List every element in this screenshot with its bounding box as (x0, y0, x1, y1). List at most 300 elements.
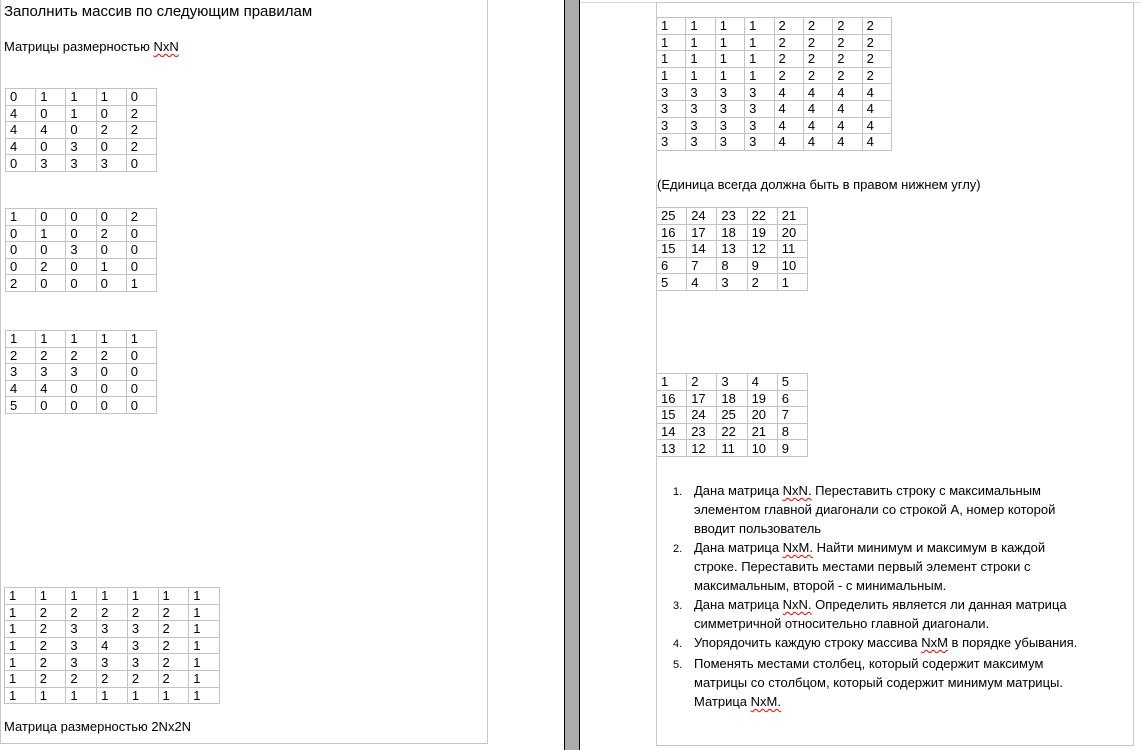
matrix-cell: 1 (5, 637, 36, 654)
matrix-row (6, 122, 157, 139)
matrix-row (6, 347, 157, 364)
matrix-row (5, 687, 220, 704)
matrix-row (5, 637, 220, 654)
matrix-cell: 4 (774, 134, 803, 151)
matrix-row (6, 209, 157, 226)
matrix-cell: 1 (686, 67, 715, 84)
matrix-cell: 4 (747, 374, 777, 391)
matrix-cell: 3 (97, 654, 128, 671)
matrix-cell: 6 (777, 390, 807, 407)
matrix-cell: 2 (6, 275, 36, 292)
task-line: элементом главной диагонали со строкой А, номер которой (694, 502, 1056, 517)
matrix-cell: 2 (126, 138, 156, 155)
matrix-row (657, 241, 808, 258)
task-line: вводит пользователь (694, 521, 822, 536)
matrix-cell: 0 (126, 225, 156, 242)
matrix-cell: 2 (35, 621, 66, 638)
matrix-cell: 1 (189, 621, 220, 638)
matrix-cell: 0 (66, 209, 96, 226)
matrix-cell: 4 (97, 637, 128, 654)
matrix-cell: 0 (126, 155, 156, 172)
matrix-cell: 1 (715, 34, 744, 51)
matrix-row (6, 364, 157, 381)
matrix-cell: 2 (35, 670, 66, 687)
matrix-row (657, 374, 808, 391)
matrix-row (657, 407, 808, 424)
matrix-cell: 18 (717, 390, 747, 407)
matrix-cell: 22 (747, 208, 777, 225)
matrix-cell: 0 (66, 122, 96, 139)
task-line: строке. Переставить местами первый элемент строки с (694, 559, 1031, 574)
matrix-cell: 2 (747, 274, 777, 291)
matrix-cell: 2 (6, 347, 36, 364)
matrix-cell: 4 (862, 117, 891, 134)
matrix-cell: 24 (687, 407, 717, 424)
task-number: 5. (673, 659, 683, 671)
matrix-cell: 20 (777, 224, 807, 241)
matrix-cell: 2 (158, 670, 189, 687)
matrix-row (657, 84, 892, 101)
matrix-cell: 14 (687, 241, 717, 258)
matrix-cell: 2 (35, 604, 66, 621)
matrix-cell: 0 (96, 209, 126, 226)
matrix-cell: 4 (36, 380, 66, 397)
matrix-row (6, 380, 157, 397)
matrix-cell: 2 (803, 18, 832, 35)
matrix-cell: 4 (774, 117, 803, 134)
matrix-cell: 3 (745, 100, 774, 117)
task-number: 3. (673, 600, 683, 612)
matrix-cell: 3 (66, 155, 96, 172)
matrix-cell: 2 (774, 18, 803, 35)
matrix-cell: 2 (66, 670, 97, 687)
matrix-cell: 25 (657, 208, 687, 225)
matrix-cell: 1 (127, 687, 158, 704)
matrix-cell: 8 (777, 423, 807, 440)
matrix-cell: 0 (6, 258, 36, 275)
matrix-cell: 0 (6, 242, 36, 259)
matrix-cell: 4 (6, 105, 36, 122)
page-right (656, 2, 1134, 746)
task-line: симметричной относительно главной диагонали. (694, 616, 990, 631)
matrix-cell: 0 (36, 397, 66, 414)
spellcheck-underline: NxN. (782, 597, 812, 612)
matrix-cell: 2 (833, 51, 862, 68)
matrix-cell: 3 (127, 654, 158, 671)
matrix-table-nested-7x7 (4, 587, 220, 704)
matrix-row (5, 670, 220, 687)
matrix-cell: 3 (36, 364, 66, 381)
matrix-row (6, 225, 157, 242)
matrix-cell: 3 (657, 117, 686, 134)
matrix-cell: 4 (833, 134, 862, 151)
spellcheck-underline: NxN (153, 39, 179, 54)
matrix-cell: 2 (158, 621, 189, 638)
matrix-cell: 1 (36, 225, 66, 242)
matrix-row (657, 51, 892, 68)
matrix-cell: 12 (687, 440, 717, 457)
matrix-cell: 0 (6, 225, 36, 242)
page-title: Заполнить массив по следующим правилам (4, 3, 313, 20)
matrix-cell: 1 (126, 275, 156, 292)
matrix-cell: 0 (66, 275, 96, 292)
matrix-cell: 1 (745, 34, 774, 51)
matrix-cell: 16 (657, 224, 687, 241)
matrix-cell: 1 (96, 331, 126, 348)
matrix-cell: 1 (66, 588, 97, 605)
matrix-cell: 1 (189, 687, 220, 704)
matrix-cell: 11 (777, 241, 807, 258)
matrix-cell: 3 (657, 84, 686, 101)
matrix-cell: 3 (745, 84, 774, 101)
matrix-cell: 2 (97, 670, 128, 687)
matrix-cell: 2 (158, 604, 189, 621)
matrix-cell: 5 (657, 274, 687, 291)
matrix-row (657, 134, 892, 151)
matrix-cell: 2 (833, 67, 862, 84)
matrix-cell: 0 (36, 275, 66, 292)
matrix-cell: 3 (66, 364, 96, 381)
matrix-cell: 4 (803, 134, 832, 151)
matrix-cell: 1 (96, 89, 126, 106)
matrix-cell: 0 (96, 380, 126, 397)
task-number: 4. (673, 638, 683, 650)
matrix-row (6, 105, 157, 122)
matrix-cell: 2 (66, 347, 96, 364)
matrix-cell: 4 (774, 84, 803, 101)
matrix-cell: 18 (717, 224, 747, 241)
matrix-cell: 4 (803, 84, 832, 101)
task-text (694, 595, 1067, 633)
matrix-cell: 1 (97, 588, 128, 605)
matrix-cell: 1 (5, 588, 36, 605)
matrix-cell: 2 (862, 34, 891, 51)
matrix-cell: 4 (6, 380, 36, 397)
matrix-cell: 10 (747, 440, 777, 457)
matrix-row (5, 621, 220, 638)
task-line: Матрица NxM. (694, 694, 781, 709)
matrix-cell: 24 (687, 208, 717, 225)
matrix-cell: 16 (657, 390, 687, 407)
matrix-row (657, 34, 892, 51)
matrix-cell: 14 (657, 423, 687, 440)
matrix-cell: 3 (715, 117, 744, 134)
matrix-cell: 7 (687, 257, 717, 274)
matrix-cell: 2 (774, 34, 803, 51)
matrix-cell: 13 (717, 241, 747, 258)
matrix-cell: 1 (5, 687, 36, 704)
matrix-row (657, 100, 892, 117)
matrix-cell: 1 (189, 604, 220, 621)
matrix-cell: 2 (35, 654, 66, 671)
matrix-cell: 3 (657, 134, 686, 151)
matrix-cell: 3 (657, 100, 686, 117)
matrix-cell: 0 (126, 364, 156, 381)
matrix-cell: 9 (777, 440, 807, 457)
matrix-cell: 1 (96, 258, 126, 275)
matrix-cell: 1 (715, 18, 744, 35)
matrix-table-quadrants-8x8 (656, 17, 892, 151)
matrix-2nx2n-label: Матрица размерностью 2Nx2N (4, 719, 192, 734)
matrix-cell: 3 (66, 138, 96, 155)
matrix-cell: 4 (862, 100, 891, 117)
matrix-row (5, 654, 220, 671)
matrix-table-nxn-b (5, 208, 157, 292)
matrix-cell: 0 (66, 258, 96, 275)
task-list (667, 481, 1119, 711)
task-line: матрицы со столбцом, который содержит минимум матрицы. (694, 675, 1063, 690)
matrix-cell: 8 (717, 257, 747, 274)
task-line: максимальным, второй - с минимальным. (694, 578, 947, 593)
matrix-cell: 0 (126, 347, 156, 364)
matrix-cell: 3 (66, 621, 97, 638)
pane-splitter-handle[interactable] (564, 0, 580, 750)
matrix-cell: 4 (803, 100, 832, 117)
task-item (667, 538, 1119, 595)
matrix-cell: 1 (189, 637, 220, 654)
matrix-row (5, 604, 220, 621)
matrix-row (657, 257, 808, 274)
matrix-cell: 1 (5, 604, 36, 621)
matrix-cell: 10 (777, 257, 807, 274)
matrix-cell: 4 (687, 274, 717, 291)
matrix-cell: 0 (96, 105, 126, 122)
page-left (0, 0, 488, 744)
matrix-cell: 1 (6, 209, 36, 226)
matrix-cell: 3 (686, 134, 715, 151)
matrix-cell: 0 (126, 242, 156, 259)
matrix-cell: 3 (96, 155, 126, 172)
matrices-nxn-label: Матрицы размерностью NxN (4, 39, 179, 54)
matrix-cell: 1 (189, 670, 220, 687)
matrix-cell: 2 (833, 18, 862, 35)
matrix-table-nxn-a (5, 88, 157, 172)
matrix-row (6, 331, 157, 348)
matrix-row (6, 242, 157, 259)
matrix-cell: 0 (66, 380, 96, 397)
matrix-cell: 12 (747, 241, 777, 258)
matrix-row (6, 258, 157, 275)
matrix-cell: 1 (158, 687, 189, 704)
matrix-row (6, 397, 157, 414)
matrix-row (657, 117, 892, 134)
matrix-cell: 2 (35, 637, 66, 654)
matrix-cell: 21 (747, 423, 777, 440)
matrix-cell: 4 (803, 117, 832, 134)
matrix-row (657, 18, 892, 35)
matrix-row (657, 224, 808, 241)
matrix-cell: 0 (96, 242, 126, 259)
matrix-table-spiral (656, 373, 808, 457)
matrix-cell: 0 (36, 242, 66, 259)
matrix-cell: 22 (717, 423, 747, 440)
spellcheck-underline: NxM (921, 635, 948, 650)
matrix-cell: 1 (715, 51, 744, 68)
matrix-cell: 0 (96, 138, 126, 155)
matrix-cell: 1 (686, 51, 715, 68)
task-text (694, 538, 1045, 595)
matrix-row (657, 67, 892, 84)
matrix-cell: 3 (717, 274, 747, 291)
matrix-cell: 4 (862, 84, 891, 101)
matrix-cell: 2 (126, 209, 156, 226)
matrix-cell: 4 (833, 117, 862, 134)
task-text (694, 633, 1077, 654)
matrix-cell: 2 (126, 122, 156, 139)
matrix-cell: 20 (747, 407, 777, 424)
matrix-row (657, 208, 808, 225)
matrix-cell: 2 (862, 18, 891, 35)
matrix-cell: 3 (66, 654, 97, 671)
matrix-cell: 0 (66, 397, 96, 414)
task-line: Дана матрица NxM. Найти минимум и максимум в каждой (694, 540, 1046, 555)
matrix-cell: 1 (126, 331, 156, 348)
unit-corner-note: (Единица всегда должна быть в правом нижнем углу) (657, 177, 981, 192)
matrix-cell: 3 (715, 100, 744, 117)
matrix-cell: 17 (687, 224, 717, 241)
matrix-cell: 3 (127, 621, 158, 638)
matrix-cell: 1 (5, 670, 36, 687)
matrix-cell: 19 (747, 224, 777, 241)
matrix-cell: 1 (657, 18, 686, 35)
matrix-cell: 3 (66, 242, 96, 259)
matrix-cell: 3 (686, 100, 715, 117)
task-line: Упорядочить каждую строку массива NxM в порядке убывания. (694, 635, 1078, 650)
matrix-cell: 2 (97, 604, 128, 621)
matrix-cell: 3 (745, 117, 774, 134)
task-line: Поменять местами столбец, который содержит максимум (694, 656, 1044, 671)
matrix-cell: 2 (803, 67, 832, 84)
matrix-cell: 1 (6, 331, 36, 348)
matrix-cell: 2 (126, 105, 156, 122)
matrix-table-nxn-c (5, 330, 157, 414)
matrix-cell: 0 (36, 209, 66, 226)
matrix-table-snake-countdown (656, 207, 808, 291)
matrix-cell: 2 (862, 67, 891, 84)
matrix-cell: 1 (97, 687, 128, 704)
matrix-cell: 2 (774, 51, 803, 68)
matrix-cell: 1 (189, 588, 220, 605)
matrix-cell: 23 (717, 208, 747, 225)
matrix-cell: 1 (686, 34, 715, 51)
matrix-row (657, 390, 808, 407)
matrix-cell: 1 (715, 67, 744, 84)
matrix-cell: 0 (66, 225, 96, 242)
matrix-cell: 3 (6, 364, 36, 381)
matrix-cell: 0 (126, 89, 156, 106)
matrix-cell: 15 (657, 407, 687, 424)
matrix-cell: 7 (777, 407, 807, 424)
matrix-cell: 1 (657, 374, 687, 391)
task-text (694, 654, 1063, 711)
matrix-cell: 1 (777, 274, 807, 291)
matrix-cell: 1 (686, 18, 715, 35)
matrix-cell: 2 (66, 604, 97, 621)
matrix-cell: 1 (745, 51, 774, 68)
matrix-row (657, 423, 808, 440)
matrix-cell: 2 (774, 67, 803, 84)
spellcheck-underline: NxN. (782, 483, 812, 498)
matrix-cell: 0 (126, 397, 156, 414)
matrix-cell: 4 (6, 138, 36, 155)
matrix-cell: 1 (745, 67, 774, 84)
matrix-cell: 2 (96, 347, 126, 364)
matrix-cell: 0 (6, 155, 36, 172)
matrix-cell: 2 (36, 258, 66, 275)
matrix-row (657, 274, 808, 291)
spellcheck-underline: NxM. (750, 694, 781, 709)
matrix-cell: 2 (127, 670, 158, 687)
matrix-cell: 1 (5, 654, 36, 671)
matrix-cell: 3 (717, 374, 747, 391)
spellcheck-underline: NxM. (782, 540, 814, 555)
matrix-cell: 3 (715, 84, 744, 101)
matrix-cell: 1 (189, 654, 220, 671)
matrix-cell: 2 (862, 51, 891, 68)
matrix-cell: 0 (36, 105, 66, 122)
matrix-cell: 3 (745, 134, 774, 151)
matrix-row (6, 138, 157, 155)
task-item (667, 481, 1119, 538)
matrix-cell: 2 (803, 51, 832, 68)
matrix-cell: 2 (833, 34, 862, 51)
matrix-cell: 4 (862, 134, 891, 151)
matrix-cell: 1 (66, 89, 96, 106)
matrix-cell: 17 (687, 390, 717, 407)
matrix-row (6, 275, 157, 292)
matrix-cell: 13 (657, 440, 687, 457)
task-item (667, 633, 1119, 654)
matrix-row (657, 440, 808, 457)
matrix-cell: 1 (66, 331, 96, 348)
matrix-cell: 0 (96, 364, 126, 381)
task-number: 1. (673, 486, 683, 498)
task-number: 2. (673, 543, 683, 555)
matrix-cell: 3 (97, 621, 128, 638)
matrix-cell: 0 (96, 275, 126, 292)
matrix-cell: 1 (5, 621, 36, 638)
matrix-cell: 2 (127, 604, 158, 621)
task-item (667, 595, 1119, 633)
matrix-cell: 2 (158, 637, 189, 654)
matrix-cell: 3 (127, 637, 158, 654)
matrix-cell: 1 (66, 687, 97, 704)
matrix-cell: 11 (717, 440, 747, 457)
matrix-cell: 19 (747, 390, 777, 407)
task-line: Дана матрица NxN. Определить является ли данная матрица (694, 597, 1067, 612)
matrix-cell: 2 (96, 122, 126, 139)
matrix-cell: 1 (657, 51, 686, 68)
matrix-cell: 1 (36, 89, 66, 106)
matrix-cell: 0 (126, 258, 156, 275)
matrix-cell: 3 (66, 637, 97, 654)
matrix-cell: 2 (687, 374, 717, 391)
matrix-cell: 0 (96, 397, 126, 414)
matrix-cell: 1 (657, 67, 686, 84)
matrix-cell: 1 (745, 18, 774, 35)
matrix-cell: 5 (6, 397, 36, 414)
matrix-cell: 4 (36, 122, 66, 139)
matrix-cell: 0 (36, 138, 66, 155)
matrix-cell: 3 (36, 155, 66, 172)
matrix-cell: 9 (747, 257, 777, 274)
matrix-cell: 2 (803, 34, 832, 51)
matrix-cell: 6 (657, 257, 687, 274)
matrix-cell: 1 (35, 588, 66, 605)
matrix-cell: 2 (158, 654, 189, 671)
matrix-cell: 2 (36, 347, 66, 364)
matrix-cell: 0 (126, 380, 156, 397)
